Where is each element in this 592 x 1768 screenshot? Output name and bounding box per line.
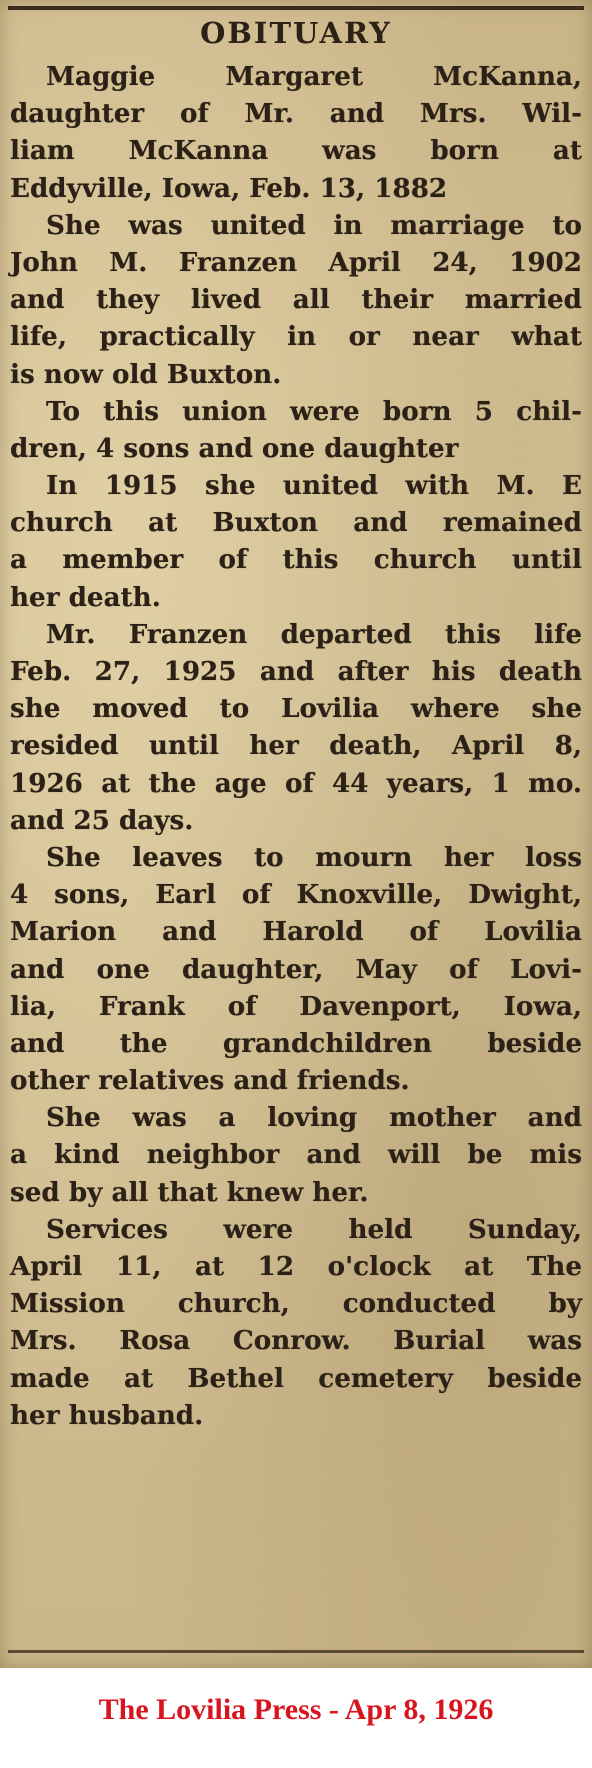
obituary-body [10, 58, 582, 1434]
article-line: her death. [10, 581, 161, 613]
article-line: liam McKanna was born at [10, 135, 582, 167]
article-line: and they lived all their married [10, 284, 582, 316]
article-line: life, practically in or near what [10, 321, 582, 353]
article-line: Eddyville, Iowa, Feb. 13, 1882 [10, 172, 448, 204]
article-line: 1926 at the age of 44 years, 1 mo. [10, 767, 582, 799]
article-line: To this union were born 5 chil- [46, 395, 582, 427]
article-line: and 25 days. [10, 804, 194, 836]
article-line: Mrs. Rosa Conrow. Burial was [10, 1325, 582, 1357]
article-line: sed by all that knew her. [10, 1176, 369, 1208]
article-line: and the grandchildren beside [10, 1027, 582, 1059]
article-line: is now old Buxton. [10, 358, 282, 390]
article-line: resided until her death, April 8, [10, 730, 582, 762]
article-line: she moved to Lovilia where she [10, 693, 582, 725]
article-line: In 1915 she united with M. E [46, 470, 582, 502]
article-line: She was a loving mother and [46, 1102, 582, 1134]
article-line: other relatives and friends. [10, 1065, 410, 1097]
bottom-rule [8, 1650, 584, 1653]
article-line: 4 sons, Earl of Knoxville, Dwight, [10, 879, 582, 911]
article-line: John M. Franzen April 24, 1902 [10, 246, 582, 278]
article-line: daughter of Mr. and Mrs. Wil- [10, 98, 582, 130]
source-caption: The Lovilia Press - Apr 8, 1926 [98, 1693, 494, 1726]
article-line: and one daughter, May of Lovi- [10, 953, 582, 985]
article-line: a kind neighbor and will be mis [10, 1139, 582, 1171]
article-line: She was united in marriage to [46, 209, 582, 241]
article-line: dren, 4 sons and one daughter [10, 432, 459, 464]
article-line: April 11, at 12 o'clock at The [10, 1251, 582, 1282]
article-line: lia, Frank of Davenport, Iowa, [10, 990, 582, 1022]
top-rule [8, 6, 584, 10]
article-line: church at Buxton and remained [10, 507, 582, 539]
article-line: Mr. Franzen departed this life [46, 618, 582, 650]
article-line: a member of this church until [10, 544, 582, 576]
article-line: She leaves to mourn her loss [46, 841, 582, 873]
article-line: Maggie Margaret McKanna, [46, 61, 582, 92]
obituary-headline: OBITUARY [200, 16, 392, 50]
article-line: Mission church, conducted by [10, 1288, 582, 1320]
article-line: Feb. 27, 1925 and after his death [10, 656, 582, 687]
article-line: made at Bethel cemetery beside [10, 1362, 582, 1394]
article-line: Marion and Harold of Lovilia [10, 916, 582, 948]
article-line: Services were held Sunday, [46, 1213, 582, 1245]
article-line: her husband. [10, 1399, 204, 1431]
